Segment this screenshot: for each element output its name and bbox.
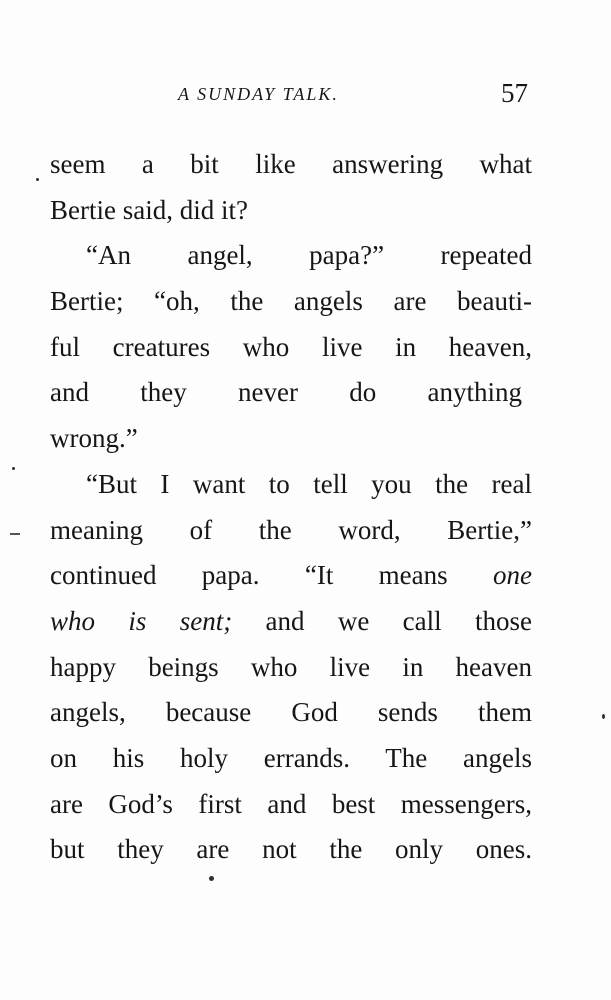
running-header — [0, 78, 611, 114]
text-line: but they are not the only ones. — [50, 834, 532, 865]
text-line: Bertie said, did it? — [50, 194, 248, 225]
text-segment: continued papa. “It means — [50, 560, 448, 591]
ink-speck — [12, 467, 15, 470]
text-line: meaning of the word, Bertie,” — [50, 514, 532, 545]
text-line: Bertie; “oh, the angels are beauti- — [50, 286, 532, 317]
text-line: seem a bit like answering what — [50, 149, 532, 179]
text-line: ful creatures who live in heaven, — [50, 331, 532, 362]
ink-speck — [36, 178, 39, 181]
text-line: wrong.” — [50, 423, 138, 454]
italic-text: who is sent; — [50, 605, 233, 636]
text-segment: and we call those — [265, 605, 532, 636]
text-line: “But I want to tell you the real — [86, 468, 532, 499]
margin-mark — [10, 533, 20, 535]
body-text — [50, 142, 532, 873]
running-title: A SUNDAY TALK. — [178, 84, 339, 104]
page-number: 57 — [501, 78, 528, 108]
text-line: and they never do anything — [50, 377, 522, 408]
text-line: happy beings who live in heaven — [50, 651, 532, 682]
text-line — [50, 599, 532, 645]
italic-text: one — [493, 560, 532, 591]
text-line: “An angel, papa?” repeated — [86, 240, 532, 271]
text-line: angels, because God sends them — [50, 697, 532, 728]
ink-speck — [209, 876, 214, 881]
ink-speck — [602, 714, 605, 719]
text-line — [50, 553, 532, 599]
text-line: are God’s first and best messengers, — [50, 788, 532, 819]
text-line: on his holy errands. The angels — [50, 742, 532, 773]
